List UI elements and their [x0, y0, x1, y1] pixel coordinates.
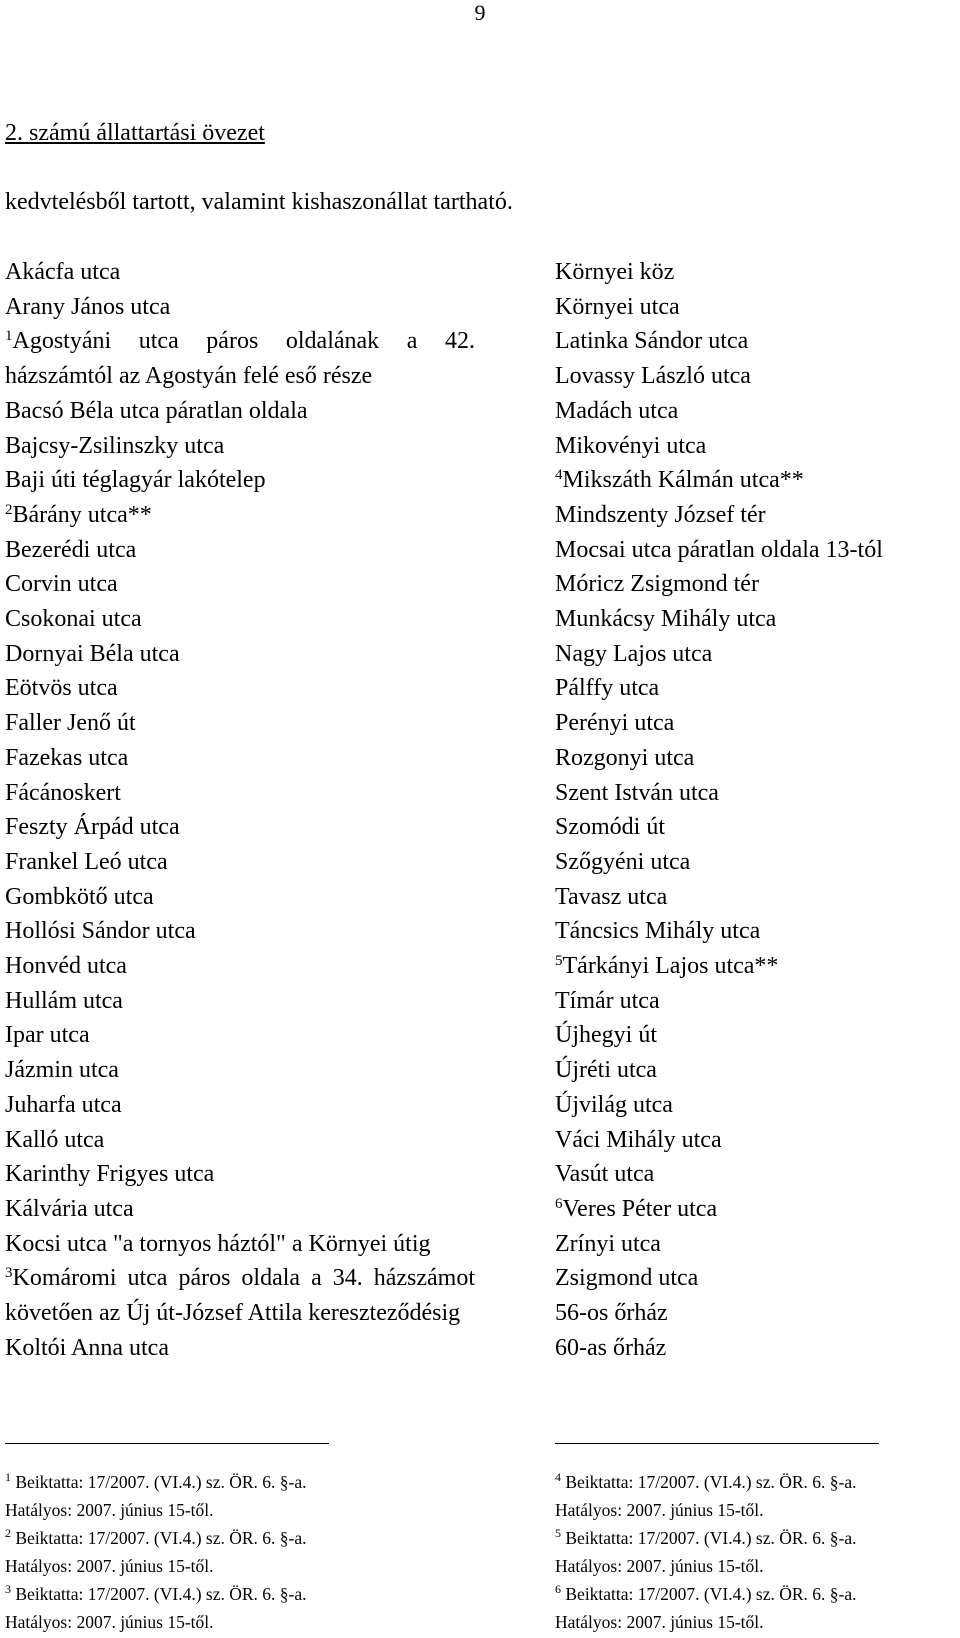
street-name: Feszty Árpád utca: [5, 814, 180, 841]
footnote-reference: [5, 1580, 307, 1608]
street-item: [5, 1157, 475, 1192]
street-name: Bajcsy-Zsilinszky utca: [5, 432, 225, 459]
street-item: [5, 324, 475, 393]
street-name: Zrínyi utca: [555, 1230, 661, 1257]
street-item: [555, 533, 960, 568]
footnote-number: 5: [555, 1526, 561, 1540]
street-name: Latinka Sándor utca: [555, 328, 749, 355]
street-item: [555, 914, 960, 949]
street-name: Madách utca: [555, 397, 679, 424]
footnote-ref-text: Beiktatta: 17/2007. (VI.4.) sz. ÖR. 6. §-a.: [561, 1584, 857, 1604]
footnote-reference: [555, 1468, 857, 1496]
footnote-reference: [5, 1524, 307, 1552]
street-item: [5, 533, 475, 568]
footnote-reference: [555, 1580, 857, 1608]
street-name: Fácánoskert: [5, 779, 121, 806]
footnote-number: 1: [5, 1470, 11, 1484]
street-item: [5, 1227, 475, 1262]
street-item: [555, 394, 960, 429]
footnote-effective: Hatályos: 2007. június 15-től.: [5, 1500, 214, 1520]
section-heading: [5, 118, 265, 148]
street-item: [5, 463, 475, 498]
street-item: [555, 984, 960, 1019]
street-item: [555, 1053, 960, 1088]
street-item: [5, 498, 475, 533]
street-name: Mindszenty József tér: [555, 501, 766, 528]
footnote-effective: Hatályos: 2007. június 15-től.: [5, 1556, 214, 1576]
footnote-number: 2: [5, 1526, 11, 1540]
street-name: Környei utca: [555, 293, 680, 320]
street-item: [5, 637, 475, 672]
footnote-ref-text: Beiktatta: 17/2007. (VI.4.) sz. ÖR. 6. §-a.: [11, 1584, 307, 1604]
street-name: Táncsics Mihály utca: [555, 918, 761, 945]
street-name: Csokonai utca: [5, 606, 142, 633]
footnote-reference: [555, 1524, 857, 1552]
street-name: Karinthy Frigyes utca: [5, 1161, 215, 1188]
street-name: 60-as őrház: [555, 1334, 667, 1361]
street-item: [5, 1192, 475, 1227]
street-name: Jázmin utca: [5, 1057, 119, 1084]
street-item: [555, 637, 960, 672]
street-item: [5, 706, 475, 741]
footnote-marker: 4: [555, 467, 563, 484]
street-name: Komáromi utca páros oldala a 34. házszámot követően az Új út-József Attila kereszteződésig: [5, 1265, 475, 1327]
street-name: Perényi utca: [555, 710, 675, 737]
street-item: [5, 949, 475, 984]
street-name: Koltói Anna utca: [5, 1334, 169, 1361]
street-name: Veres Péter utca: [562, 1195, 718, 1222]
street-name: Rozgonyi utca: [555, 744, 695, 771]
street-name: Hollósi Sándor utca: [5, 918, 196, 945]
street-item: [555, 1227, 960, 1262]
footnote-ref-text: Beiktatta: 17/2007. (VI.4.) sz. ÖR. 6. §-a.: [11, 1528, 307, 1548]
street-item: [555, 602, 960, 637]
street-item: [5, 914, 475, 949]
street-item: [5, 1123, 475, 1158]
footnote-number: 3: [5, 1582, 11, 1596]
street-name: Bacsó Béla utca páratlan oldala: [5, 397, 308, 424]
street-name: Nagy Lajos utca: [555, 640, 713, 667]
street-item: [5, 1088, 475, 1123]
street-name: Bezerédi utca: [5, 536, 137, 563]
street-item: [5, 255, 475, 290]
street-item: [5, 1331, 475, 1366]
footnote-marker: 1: [5, 328, 13, 345]
street-name: Corvin utca: [5, 571, 118, 598]
street-name: Gombkötő utca: [5, 883, 154, 910]
street-item: [555, 290, 960, 325]
footnote-number: 4: [555, 1470, 561, 1484]
street-name: Mikovényi utca: [555, 432, 707, 459]
street-name: Dornyai Béla utca: [5, 640, 180, 667]
footnote-ref-text: Beiktatta: 17/2007. (VI.4.) sz. ÖR. 6. §-a.: [561, 1472, 857, 1492]
street-item: [555, 324, 960, 359]
street-name: Munkácsy Mihály utca: [555, 606, 777, 633]
street-name: Újhegyi út: [555, 1022, 657, 1049]
street-name: Mocsai utca páratlan oldala 13-tól: [555, 536, 883, 563]
footnote-separator-left: [5, 1443, 329, 1444]
street-name: Fazekas utca: [5, 744, 129, 771]
street-item: [555, 1088, 960, 1123]
street-item: [5, 776, 475, 811]
street-name: Akácfa utca: [5, 259, 121, 285]
street-name: Mikszáth Kálmán utca**: [562, 467, 804, 494]
street-item: [555, 429, 960, 464]
street-name: Tárkányi Lajos utca**: [562, 953, 779, 980]
street-item: [555, 1296, 960, 1331]
street-item: [555, 463, 960, 498]
street-item: [5, 984, 475, 1019]
street-item: [555, 1018, 960, 1053]
street-item: [555, 949, 960, 984]
street-list-right: [555, 255, 960, 1366]
street-item: [5, 880, 475, 915]
street-name: Tavasz utca: [555, 883, 668, 910]
street-item: [555, 498, 960, 533]
street-name: Zsigmond utca: [555, 1265, 699, 1292]
street-item: [555, 1123, 960, 1158]
street-name: Szent István utca: [555, 779, 719, 806]
street-name: 56-os őrház: [555, 1300, 668, 1327]
street-name: Arany János utca: [5, 293, 171, 320]
street-name: Agostyáni utca páros oldalának a 42. házszámtól az Agostyán felé eső része: [5, 328, 475, 390]
street-name: Vasút utca: [555, 1161, 655, 1188]
footnotes-left: [5, 1468, 307, 1636]
street-name: Váci Mihály utca: [555, 1126, 722, 1153]
street-name: Ipar utca: [5, 1022, 90, 1049]
street-name: Szőgyéni utca: [555, 848, 691, 875]
street-name: Eötvös utca: [5, 675, 118, 702]
street-item: [555, 359, 960, 394]
street-name: Bárány utca**: [12, 501, 152, 528]
street-name: Frankel Leó utca: [5, 848, 168, 875]
page-number: 9: [474, 0, 486, 25]
intro-text: kedvtelésből tartott, valamint kishaszonállat tartható.: [5, 189, 513, 215]
street-name: Tímár utca: [555, 987, 660, 1014]
footnote-ref-text: Beiktatta: 17/2007. (VI.4.) sz. ÖR. 6. §-a.: [561, 1528, 857, 1548]
footnotes-right: [555, 1468, 857, 1636]
street-name: Újvilág utca: [555, 1091, 673, 1118]
street-item: [555, 810, 960, 845]
street-name: Móricz Zsigmond tér: [555, 571, 759, 598]
street-item: [555, 1331, 960, 1366]
street-item: [5, 1261, 475, 1330]
street-item: [5, 602, 475, 637]
footnote-effective: Hatályos: 2007. június 15-től.: [555, 1612, 764, 1632]
street-item: [5, 394, 475, 429]
footnote-effective: Hatályos: 2007. június 15-től.: [555, 1500, 764, 1520]
street-item: [555, 1157, 960, 1192]
street-name: Újréti utca: [555, 1057, 657, 1084]
section-heading-text: 2. számú állattartási övezet: [5, 120, 265, 146]
street-item: [555, 845, 960, 880]
street-item: [5, 845, 475, 880]
street-item: [555, 567, 960, 602]
street-item: [555, 255, 960, 290]
street-item: [5, 1053, 475, 1088]
street-item: [555, 1261, 960, 1296]
street-name: Pálffy utca: [555, 675, 660, 702]
street-item: [5, 290, 475, 325]
street-name: Kalló utca: [5, 1126, 105, 1153]
street-list-left: [5, 255, 475, 1366]
street-name: Hullám utca: [5, 987, 123, 1014]
street-item: [5, 671, 475, 706]
street-name: Kocsi utca "a tornyos háztól" a Környei útig: [5, 1230, 431, 1257]
footnote-number: 6: [555, 1582, 561, 1596]
street-name: Lovassy László utca: [555, 363, 751, 390]
street-item: [555, 776, 960, 811]
street-name: Honvéd utca: [5, 953, 127, 980]
footnote-marker: 2: [5, 501, 13, 518]
street-name: Környei köz: [555, 259, 675, 285]
street-item: [555, 741, 960, 776]
street-item: [5, 741, 475, 776]
street-name: Baji úti téglagyár lakótelep: [5, 467, 266, 494]
footnote-marker: 6: [555, 1195, 563, 1212]
street-item: [5, 810, 475, 845]
street-item: [5, 429, 475, 464]
street-item: [555, 1192, 960, 1227]
street-name: Kálvária utca: [5, 1195, 134, 1222]
footnote-separator-right: [555, 1443, 879, 1444]
street-name: Faller Jenő út: [5, 710, 136, 737]
street-name: Juharfa utca: [5, 1091, 122, 1118]
street-item: [5, 567, 475, 602]
footnote-effective: Hatályos: 2007. június 15-től.: [5, 1612, 214, 1632]
street-item: [555, 671, 960, 706]
footnote-marker: 3: [5, 1265, 13, 1282]
street-item: [555, 880, 960, 915]
street-item: [5, 1018, 475, 1053]
street-name: Szomódi út: [555, 814, 666, 841]
footnote-effective: Hatályos: 2007. június 15-től.: [555, 1556, 764, 1576]
footnote-reference: [5, 1468, 307, 1496]
street-item: [555, 706, 960, 741]
footnote-ref-text: Beiktatta: 17/2007. (VI.4.) sz. ÖR. 6. §-a.: [11, 1472, 307, 1492]
footnote-marker: 5: [555, 953, 563, 970]
